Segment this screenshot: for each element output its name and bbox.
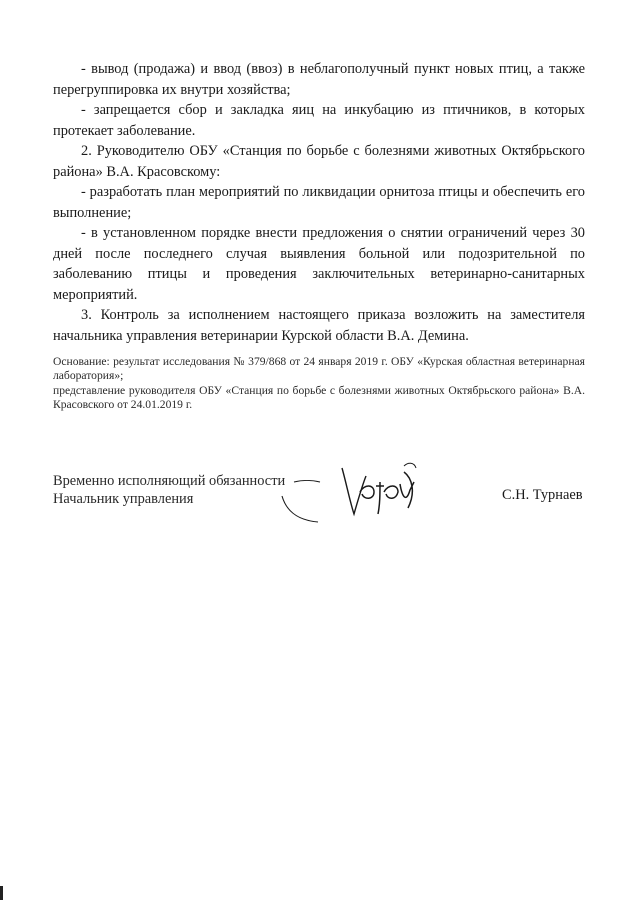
signatory-title-line2: Начальник управления xyxy=(53,491,194,507)
handwritten-signature xyxy=(280,452,430,532)
paragraph-station-head: 2. Руководителю ОБУ «Станция по борьбе с болезнями животных Октябрьского района» В.А. Красовскому: xyxy=(53,143,585,180)
paragraph-lift-restrictions: - в установленном порядке внести предложения о снятии ограничений через 30 дней после последнего случая выявления больной или подозрительной по заболеванию птицы и проведения заключительных ветеринарно-санитарных мероприятий. xyxy=(53,225,585,303)
paragraph-action-plan: - разработать план мероприятий по ликвидации орнитоза птицы и обеспечить его выполнение; xyxy=(53,184,585,221)
paragraph-control: 3. Контроль за исполнением настоящего приказа возложить на заместителя начальника управления ветеринарии Курской области В.А. Демина. xyxy=(53,307,585,344)
paragraph-bird-movement: - вывод (продажа) и ввод (ввоз) в неблагополучный пункт новых птиц, а также перегруппировка их внутри хозяйства; xyxy=(53,61,585,98)
signatory-title xyxy=(53,472,285,508)
scan-edge-mark xyxy=(0,886,3,900)
paragraph-egg-collection: - запрещается сбор и закладка яиц на инкубацию из птичников, в которых протекает заболевание. xyxy=(53,102,585,139)
basis-note-representation: представление руководителя ОБУ «Станция по борьбе с болезнями животных Октябрьского района» В.А. Красовского от 24.01.2019 г. xyxy=(53,384,585,411)
signatory-title-line1: Временно исполняющий обязанности xyxy=(53,473,286,489)
basis-note-lab: Основание: результат исследования № 379/868 от 24 января 2019 г. ОБУ «Курская областная ветеринарная лаборатория»; xyxy=(53,355,585,382)
signatory-name: С.Н. Турнаев xyxy=(502,487,583,503)
